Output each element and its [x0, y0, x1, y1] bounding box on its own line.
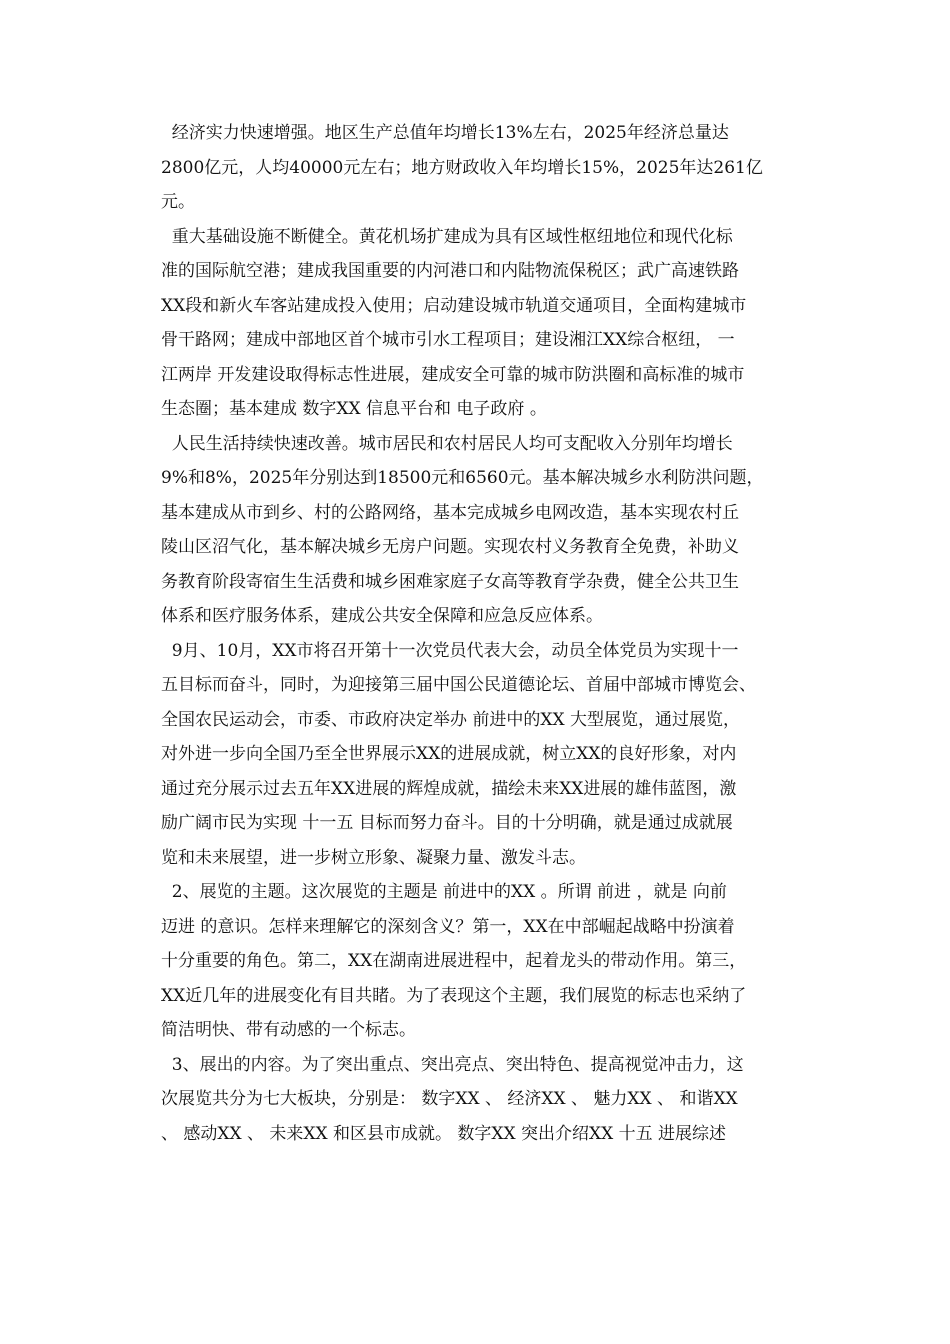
text-line: 准的国际航空港；建成我国重要的内河港口和内陆物流保税区；武广高速铁路 — [161, 261, 739, 281]
paragraph — [144, 875, 809, 1048]
paragraph — [144, 1048, 809, 1152]
text-line: 经济实力快速增强。地区生产总值年均增长13%左右，2025年经济总量达 — [161, 123, 729, 143]
text-line: 江两岸 开发建设取得标志性进展，建成安全可靠的城市防洪圈和高标准的城市 — [161, 364, 745, 385]
text-line: 十分重要的角色。第二，XX在湖南进展进程中，起着龙头的带动作用。第三， — [161, 951, 747, 971]
text-line: 2、展览的主题。这次展览的主题是 前进中的XX 。所谓 前进 ，就是 向前 — [161, 882, 727, 902]
text-line: 陵山区沼气化，基本解决城乡无房户问题。实现农村义务教育全免费，补助义 — [161, 537, 739, 557]
text-line: 全国农民运动会，市委、市政府决定举办 前进中的XX 大型展览，通过展览， — [161, 709, 741, 730]
paragraph — [144, 427, 809, 634]
text-line: 生态圈；基本建成 数字XX 信息平台和 电子政府 。 — [161, 399, 547, 419]
text-line: 重大基础设施不断健全。黄花机场扩建成为具有区域性枢纽地位和现代化标 — [161, 226, 733, 247]
text-line: 9%和8%，2025年分别达到18500元和6560元。基本解决城乡水利防洪问题， — [161, 468, 764, 488]
text-line: 简洁明快、带有动感的一个标志。 — [161, 1020, 416, 1040]
text-line: 元。 — [161, 192, 195, 212]
paragraph — [144, 634, 809, 876]
text-line: XX段和新火车客站建成投入使用；启动建设城市轨道交通项目，全面构建城市 — [161, 295, 747, 316]
text-line: 通过充分展示过去五年XX进展的辉煌成就，描绘未来XX进展的雄伟蓝图，激 — [161, 778, 737, 799]
text-line: 览和未来展望，进一步树立形象、凝聚力量、激发斗志。 — [161, 847, 586, 868]
text-line: 2800亿元，人均40000元左右；地方财政收入年均增长15%，2025年达261亿 — [161, 157, 763, 178]
text-line: 对外进一步向全国乃至全世界展示XX的进展成就，树立XX的良好形象，对内 — [161, 744, 737, 764]
document-body — [144, 116, 809, 1151]
text-line: 务教育阶段寄宿生生活费和城乡困难家庭子女高等教育学杂费，健全公共卫生 — [161, 571, 739, 592]
text-line: 励广阔市民为实现 十一五 目标而努力奋斗。目的十分明确，就是通过成就展 — [161, 813, 733, 833]
text-line: 9月、10月，XX市将召开第十一次党员代表大会，动员全体党员为实现十一 — [161, 640, 739, 661]
text-line: 3、展出的内容。为了突出重点、突出亮点、突出特色、提高视觉冲击力，这 — [161, 1054, 744, 1075]
text-line: 体系和医疗服务体系，建成公共安全保障和应急反应体系。 — [161, 606, 603, 626]
paragraph — [144, 116, 809, 220]
text-line: 次展览共分为七大板块，分别是： 数字XX 、 经济XX 、 魅力XX 、 和谐XX — [161, 1089, 738, 1109]
paragraph — [144, 220, 809, 427]
text-line: 骨干路网；建成中部地区首个城市引水工程项目；建设湘江XX综合枢纽， 一 — [161, 330, 735, 350]
text-line: 基本建成从市到乡、村的公路网络，基本完成城乡电网改造，基本实现农村丘 — [161, 502, 739, 523]
text-line: 迈进 的意识。怎样来理解它的深刻含义？第一，XX在中部崛起战略中扮演着 — [161, 916, 735, 937]
text-line: 、 感动XX 、 未来XX 和区县市成就。 数字XX 突出介绍XX 十五 进展综述 — [161, 1123, 727, 1144]
text-line: 五目标而奋斗，同时，为迎接第三届中国公民道德论坛、首届中部城市博览会、 — [161, 675, 756, 695]
text-line: 人民生活持续快速改善。城市居民和农村居民人均可支配收入分别年均增长 — [161, 433, 733, 454]
text-line: XX近几年的进展变化有目共睹。为了表现这个主题，我们展览的标志也采纳了 — [161, 985, 747, 1006]
